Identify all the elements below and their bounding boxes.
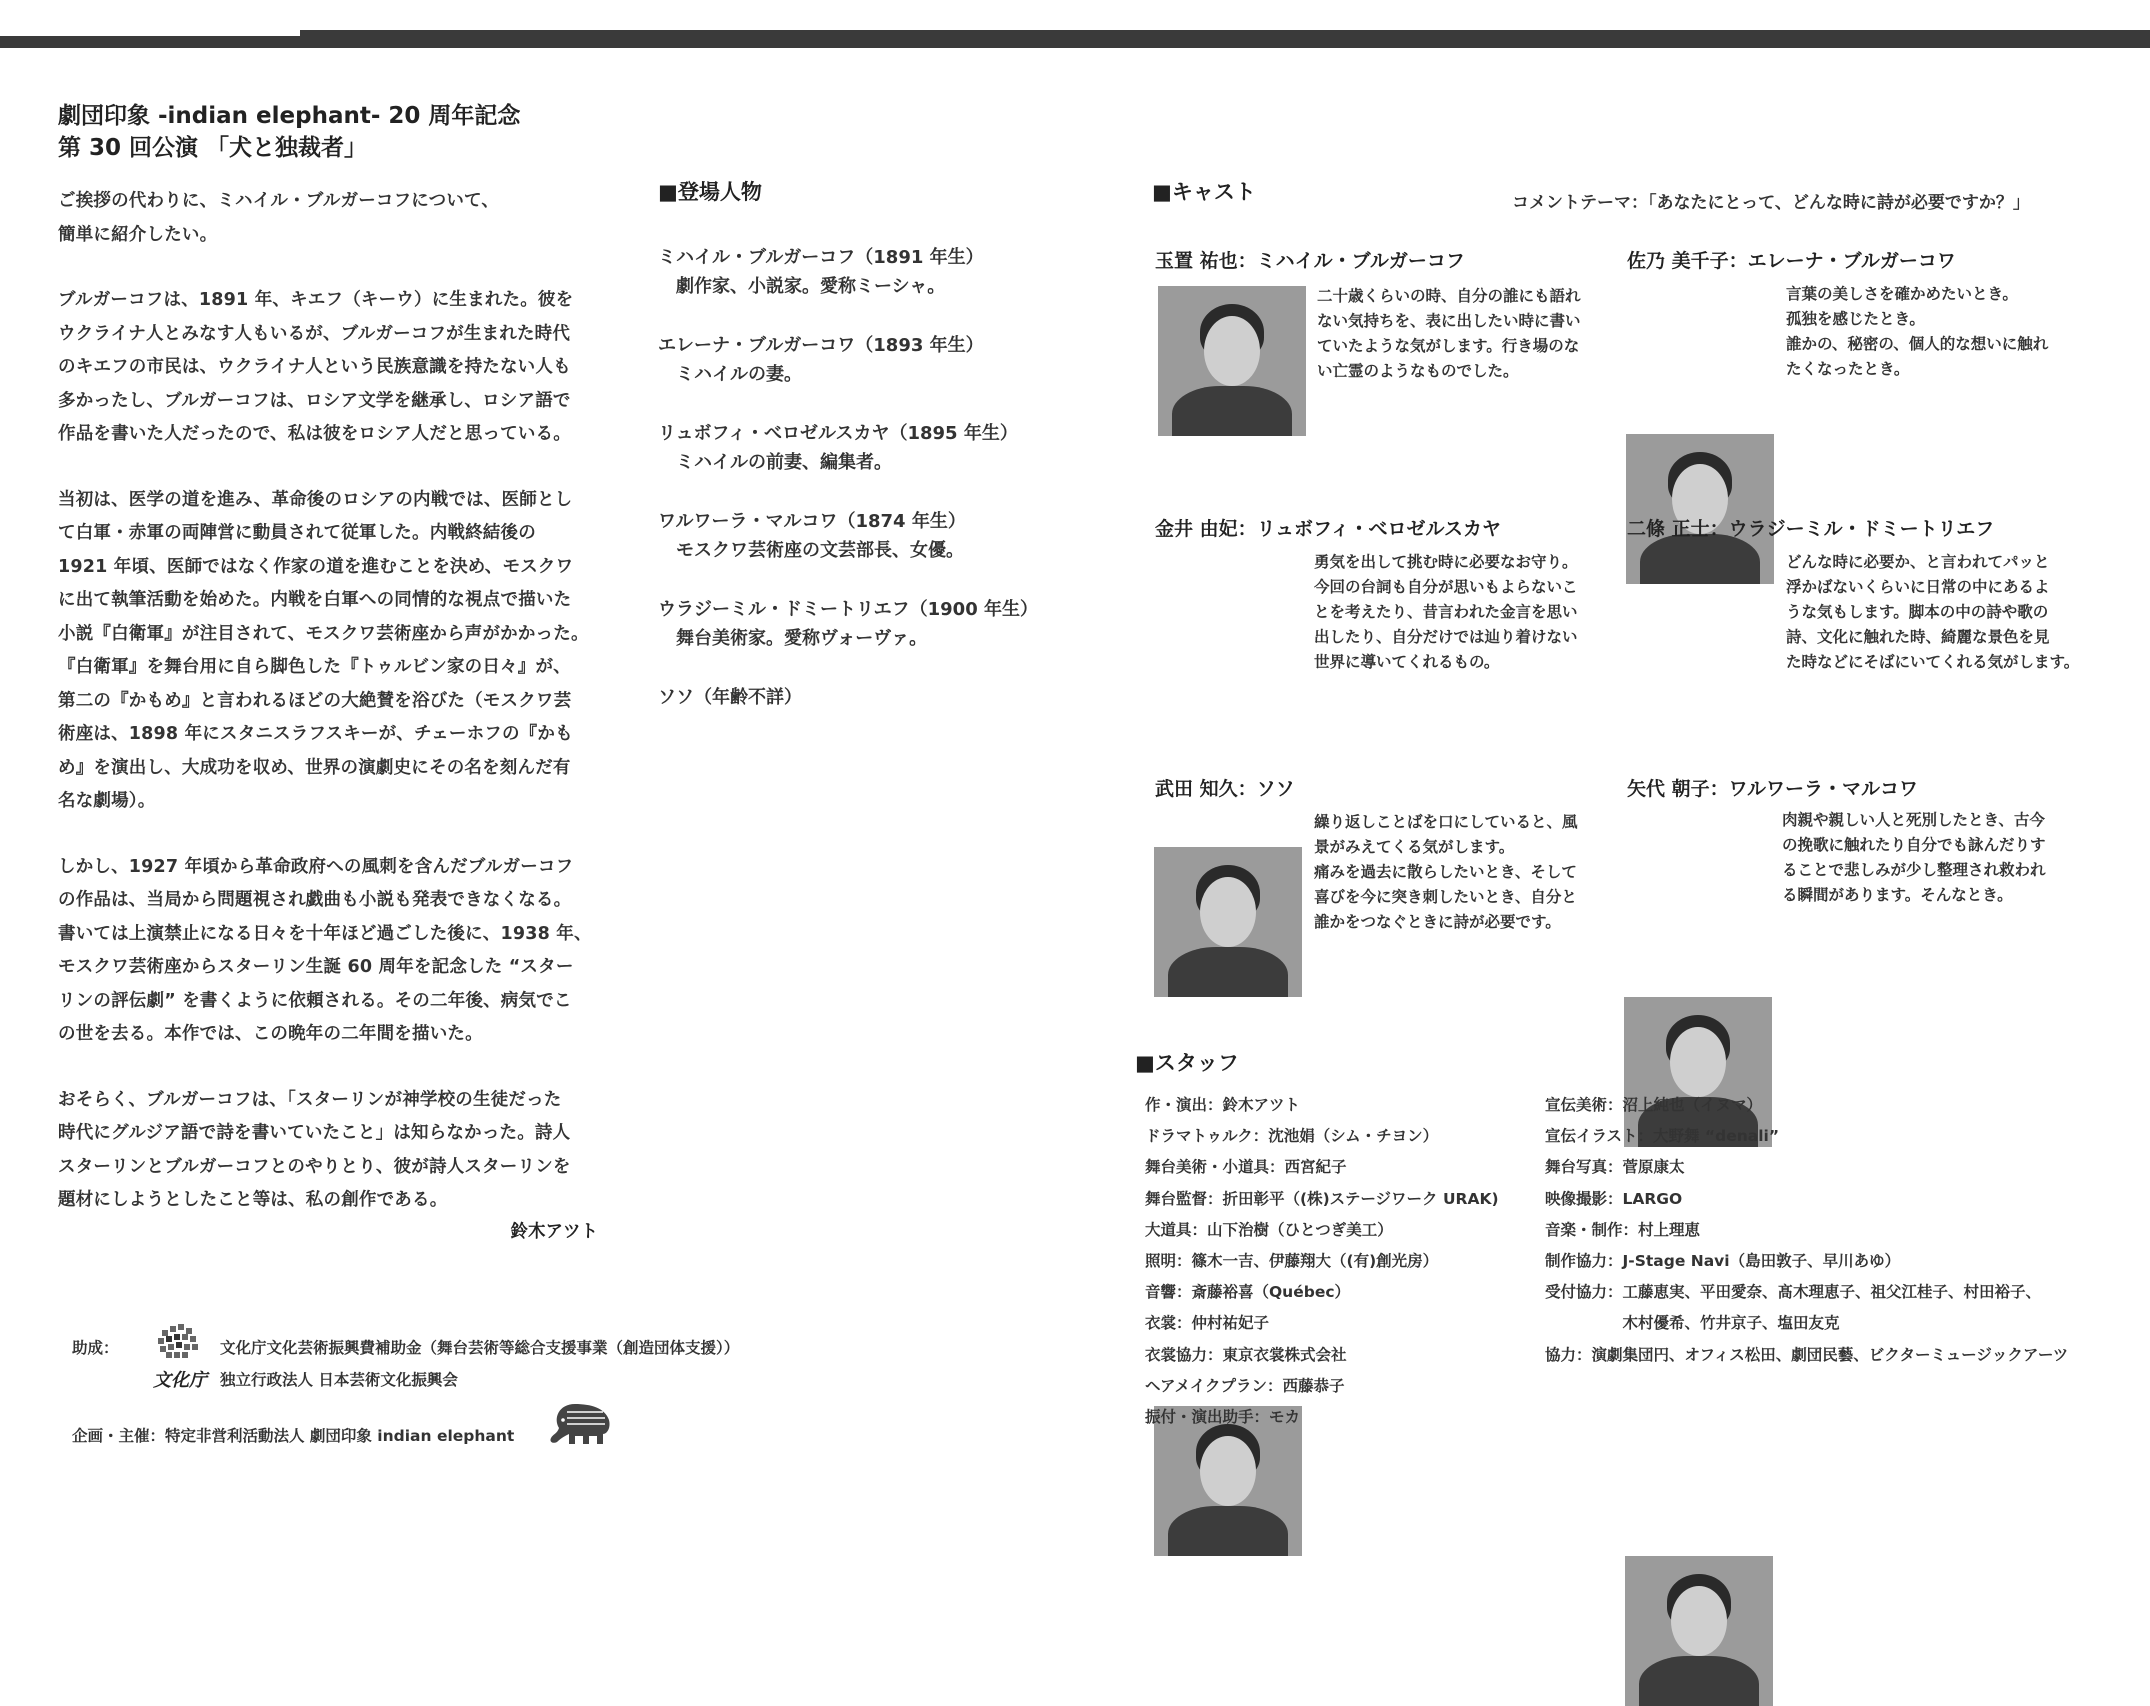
intro-line: ご挨拶の代わりに、ミハイル・ブルガーコフについて、 bbox=[58, 191, 500, 211]
staff-credit: ヘアメイクプラン：西藤恭子 bbox=[1145, 1376, 1345, 1395]
intro-line: の作品は、当局から問題視され戯曲も小説も発表できなくなる。 bbox=[58, 890, 572, 910]
staff-credit: 照明：篠木一吉、伊藤翔大（(有)創光房） bbox=[1145, 1252, 1439, 1271]
comment-line: 孤独を感じたとき。 bbox=[1786, 310, 1925, 328]
intro-line: のキエフの市民は、ウクライナ人という民族意識を持たない人も bbox=[58, 357, 571, 377]
staff-credit: 衣裳協力：東京衣裳株式会社 bbox=[1145, 1345, 1347, 1364]
character-description: ミハイルの妻。 bbox=[676, 364, 802, 385]
staff-credit: 舞台美術・小道具：西宮紀子 bbox=[1145, 1158, 1347, 1177]
staff-credit: 映像撮影：LARGO bbox=[1545, 1189, 1683, 1208]
intro-line: 時代にグルジア語で詩を書いていたこと」は知らなかった。詩人 bbox=[58, 1123, 571, 1143]
intro-line: に出て執筆活動を始めた。内戦を白軍への同情的な視点で描いた bbox=[58, 590, 572, 610]
intro-line: 作品を書いた人だったので、私は彼をロシア人だと思っている。 bbox=[58, 424, 571, 444]
comment-line: 浮かばないくらいに日常の中にあるよ bbox=[1786, 578, 2050, 596]
comment-line: 勇気を出して挑む時に必要なお守り。 bbox=[1314, 553, 1578, 571]
comment-line: 景がみえてくる気がします。 bbox=[1314, 838, 1515, 856]
agency-logo-text: 文化庁 bbox=[153, 1370, 207, 1391]
cast-comment-theme: コメントテーマ：「あなたにとって、どんな時に詩が必要ですか？」 bbox=[1512, 193, 2030, 213]
character-name: エレーナ・ブルガーコワ（1893 年生） bbox=[658, 335, 984, 356]
support-label: 助成： bbox=[72, 1339, 119, 1357]
character-description: 劇作家、小説家。愛称ミーシャ。 bbox=[676, 276, 946, 297]
staff-credit: 制作協力：J-Stage Navi（島田敦子、早川あゆ） bbox=[1545, 1252, 1901, 1271]
comment-line: 今回の台詞も自分が思いもよらないこ bbox=[1314, 578, 1578, 596]
comment-line: 詩、文化に触れた時、綺麗な景色を見 bbox=[1786, 628, 2050, 646]
staff-credit: 作・演出：鈴木アツト bbox=[1145, 1096, 1301, 1114]
intro-paragraph bbox=[58, 851, 618, 1052]
comment-line: 出したり、自分だけでは辿り着けない bbox=[1314, 628, 1578, 646]
character-description: 舞台美術家。愛称ヴォーヴァ。 bbox=[676, 628, 928, 649]
comment-line: 二十歳くらいの時、自分の誰にも語れ bbox=[1317, 287, 1581, 305]
intro-paragraph bbox=[58, 484, 618, 819]
intro-line: おそらく、ブルガーコフは、「スターリンが神学校の生徒だった bbox=[58, 1089, 562, 1110]
character-entry bbox=[658, 595, 1118, 653]
comment-line: 肉親や親しい人と死別したとき、古今 bbox=[1782, 811, 2045, 829]
signature: 鈴木アツト bbox=[510, 1222, 598, 1242]
title-line-2: 第 30 回公演 「犬と独裁者」 bbox=[58, 135, 368, 161]
intro-line: 1921 年頃、医師ではなく作家の道を進むことを決め、モスクワ bbox=[58, 556, 574, 577]
staff-credit: 木村優希、竹井京子、塩田友克 bbox=[1545, 1314, 1840, 1333]
staff-credit: 協力：演劇集団円、オフィス松田、劇団民藝、ビクターミュージックアーツ bbox=[1545, 1345, 2069, 1364]
staff-credit: 舞台写真：菅原康太 bbox=[1545, 1158, 1685, 1177]
comment-line: どんな時に必要か、と言われてパッと bbox=[1786, 553, 2050, 571]
comment-line: ていたような気がします。行き場のな bbox=[1317, 337, 1580, 355]
agency-logo bbox=[140, 1322, 220, 1392]
cast-member-name: 佐乃 美千子：エレーナ・ブルガーコワ bbox=[1627, 250, 1956, 272]
comment-line: ることで悲しみが少し整理され救われ bbox=[1782, 861, 2046, 879]
intro-line: 小説『白衛軍』が注目されて、モスクワ芸術座から声がかかった。 bbox=[58, 623, 589, 644]
intro-line: しかし、1927 年頃から革命政府への風刺を含んだブルガーコフ bbox=[58, 856, 574, 877]
intro-line: 第二の『かもめ』と言われるほどの大絶賛を浴びた（モスクワ芸 bbox=[58, 690, 572, 711]
staff-credit: 振付・演出助手：モカ bbox=[1145, 1408, 1301, 1427]
intro-text bbox=[58, 185, 618, 1250]
top-rule bbox=[0, 36, 2150, 48]
comment-line: い亡霊のようなものでした。 bbox=[1317, 362, 1519, 380]
organizer: 企画・主催：特定非営利活動法人 劇団印象 indian elephant bbox=[72, 1427, 515, 1445]
intro-line: 名な劇場）。 bbox=[58, 791, 156, 811]
cast-member-comment bbox=[1786, 550, 2086, 675]
support-line-1: 文化庁文化芸術振興費補助金（舞台芸術等総合支援事業（創造団体支援）） bbox=[220, 1339, 740, 1357]
cast-member-photo bbox=[1626, 434, 1774, 584]
staff-credit: 受付協力：工藤恵実、平田愛奈、髙木理恵子、祖父江桂子、村田裕子、 bbox=[1545, 1283, 2042, 1302]
comment-line: る瞬間があります。そんなとき。 bbox=[1782, 886, 2013, 904]
intro-line: ウクライナ人とみなす人もいるが、ブルガーコフが生まれた時代 bbox=[58, 323, 571, 344]
comment-line: 言葉の美しさを確かめたいとき。 bbox=[1786, 285, 2018, 303]
intro-paragraph bbox=[58, 185, 618, 252]
page-title bbox=[58, 100, 520, 164]
intro-line: め』を演出し、大成功を収め、世界の演劇史にその名を刻んだ有 bbox=[58, 757, 571, 778]
elephant-logo bbox=[545, 1398, 617, 1446]
staff-right-column bbox=[1545, 1090, 2068, 1371]
staff-credit: 宣伝イラスト：大野舞 “denali” bbox=[1545, 1127, 1780, 1146]
intro-paragraph bbox=[58, 284, 618, 452]
comment-line: 誰かをつなぐときに詩が必要です。 bbox=[1314, 913, 1561, 931]
staff-credit: 衣裳：仲村祐妃子 bbox=[1145, 1314, 1270, 1333]
intro-line: ブルガーコフは、1891 年、キエフ（キーウ）に生まれた。彼を bbox=[58, 290, 574, 310]
comment-line: 世界に導いてくれるもの。 bbox=[1314, 653, 1500, 671]
intro-line: の世を去る。本作では、この晩年の二年間を描いた。 bbox=[58, 1024, 483, 1044]
intro-line: 当初は、医学の道を進み、革命後のロシアの内戦では、医師とし bbox=[58, 489, 573, 510]
cast-member-photo bbox=[1625, 1556, 1773, 1706]
comment-line: 喜びを今に突き刺したいとき、自分と bbox=[1314, 888, 1577, 906]
comment-line: 痛みを過去に散らしたいとき、そして bbox=[1314, 863, 1577, 881]
title-line-1: 劇団印象 -indian elephant- 20 周年記念 bbox=[58, 103, 521, 129]
staff-left-column bbox=[1145, 1090, 1499, 1433]
cast-member-name: 武田 知久：ソソ bbox=[1155, 778, 1295, 800]
comment-line: 誰かの、秘密の、個人的な想いに触れ bbox=[1786, 335, 2049, 353]
cast-member-comment bbox=[1314, 550, 1614, 675]
character-name: ワルワーラ・マルコワ（1874 年生） bbox=[658, 511, 966, 532]
character-entry bbox=[658, 683, 1118, 712]
character-name: ミハイル・ブルガーコフ（1891 年生） bbox=[658, 247, 984, 268]
comment-line: ない気持ちを、表に出したい時に書い bbox=[1317, 312, 1581, 330]
staff-credit: 大道具：山下治樹（ひとつぎ美工） bbox=[1145, 1220, 1393, 1239]
cast-member-comment bbox=[1317, 284, 1617, 384]
character-description: モスクワ芸術座の文芸部長、女優。 bbox=[676, 540, 964, 561]
intro-line: 術座は、1898 年にスタニスラフスキーが、チェーホフの『かも bbox=[58, 724, 573, 744]
staff-heading: ■スタッフ bbox=[1135, 1051, 1239, 1075]
comment-line: た時などにそばにいてくれる気がします。 bbox=[1786, 653, 2080, 671]
intro-line: スターリンとブルガーコフとのやりとり、彼が詩人スターリンを bbox=[58, 1156, 571, 1177]
character-entry bbox=[658, 331, 1118, 389]
character-entry bbox=[658, 243, 1118, 301]
character-name: ウラジーミル・ドミートリエフ（1900 年生） bbox=[658, 599, 1039, 620]
intro-line: 多かったし、ブルガーコフは、ロシア文学を継承し、ロシア語で bbox=[58, 390, 571, 411]
intro-line: 題材にしようとしたこと等は、私の創作である。 bbox=[58, 1190, 448, 1210]
cast-member-comment bbox=[1786, 282, 2086, 382]
comment-line: たくなったとき。 bbox=[1786, 360, 1910, 378]
comment-line: とを考えたり、昔言われた金言を思い bbox=[1314, 603, 1578, 621]
support-line-2: 独立行政法人 日本芸術文化振興会 bbox=[220, 1371, 458, 1389]
comment-line: の挽歌に触れたり自分でも詠んだりす bbox=[1782, 836, 2046, 854]
staff-credit: 音楽・制作：村上理恵 bbox=[1545, 1220, 1701, 1239]
staff-credit: 舞台監督：折田彰平（(株)ステージワーク URAK) bbox=[1145, 1189, 1499, 1208]
comment-line: 繰り返しことばを口にしていると、風 bbox=[1314, 813, 1578, 831]
intro-line: 『白衛軍』を舞台用に自ら脚色した『トゥルビン家の日々』が、 bbox=[58, 657, 571, 677]
cast-heading: ■キャスト bbox=[1152, 180, 1256, 204]
staff-credit: ドラマトゥルク：沈池娟（シム・チヨン） bbox=[1145, 1127, 1439, 1146]
characters-list bbox=[658, 243, 1118, 742]
characters-heading: ■登場人物 bbox=[658, 180, 762, 204]
intro-line: 書いては上演禁止になる日々を十年ほど過ごした後に、1938 年、 bbox=[58, 923, 592, 944]
intro-line: リンの評伝劇” を書くように依頼される。その二年後、病気でこ bbox=[58, 990, 572, 1011]
character-name: リュボフィ・べロゼルスカヤ（1895 年生） bbox=[658, 423, 1018, 444]
cast-member-name: 二條 正士：ウラジーミル・ドミートリエフ bbox=[1627, 518, 1995, 540]
character-entry bbox=[658, 507, 1118, 565]
intro-line: て白軍・赤軍の両陣営に動員されて従軍した。内戦終結後の bbox=[58, 523, 536, 543]
cast-member-comment bbox=[1782, 808, 2082, 908]
cast-member-photo bbox=[1154, 847, 1302, 997]
character-description: ミハイルの前妻、編集者。 bbox=[676, 452, 892, 473]
cast-member-name: 玉置 祐也：ミハイル・ブルガーコフ bbox=[1155, 250, 1465, 272]
intro-paragraph bbox=[58, 1084, 618, 1218]
character-entry bbox=[658, 419, 1118, 477]
cast-member-comment bbox=[1314, 810, 1614, 935]
intro-line: 簡単に紹介したい。 bbox=[58, 224, 218, 245]
comment-line: うな気もします。脚本の中の詩や歌の bbox=[1786, 603, 2049, 621]
staff-credit: 宣伝美術：沼上純也（イヌマ） bbox=[1545, 1096, 1763, 1114]
intro-line: モスクワ芸術座からスターリン生誕 60 周年を記念した “スター bbox=[58, 957, 574, 977]
character-name: ソソ（年齢不詳） bbox=[658, 687, 802, 708]
cast-member-photo bbox=[1158, 286, 1306, 436]
cast-member-name: 矢代 朝子：ワルワーラ・マルコワ bbox=[1627, 778, 1919, 800]
staff-credit: 音響：斎藤裕喜（Québec） bbox=[1145, 1283, 1351, 1302]
cast-member-name: 金井 由妃：リュボフィ・べロゼルスカヤ bbox=[1155, 518, 1501, 540]
